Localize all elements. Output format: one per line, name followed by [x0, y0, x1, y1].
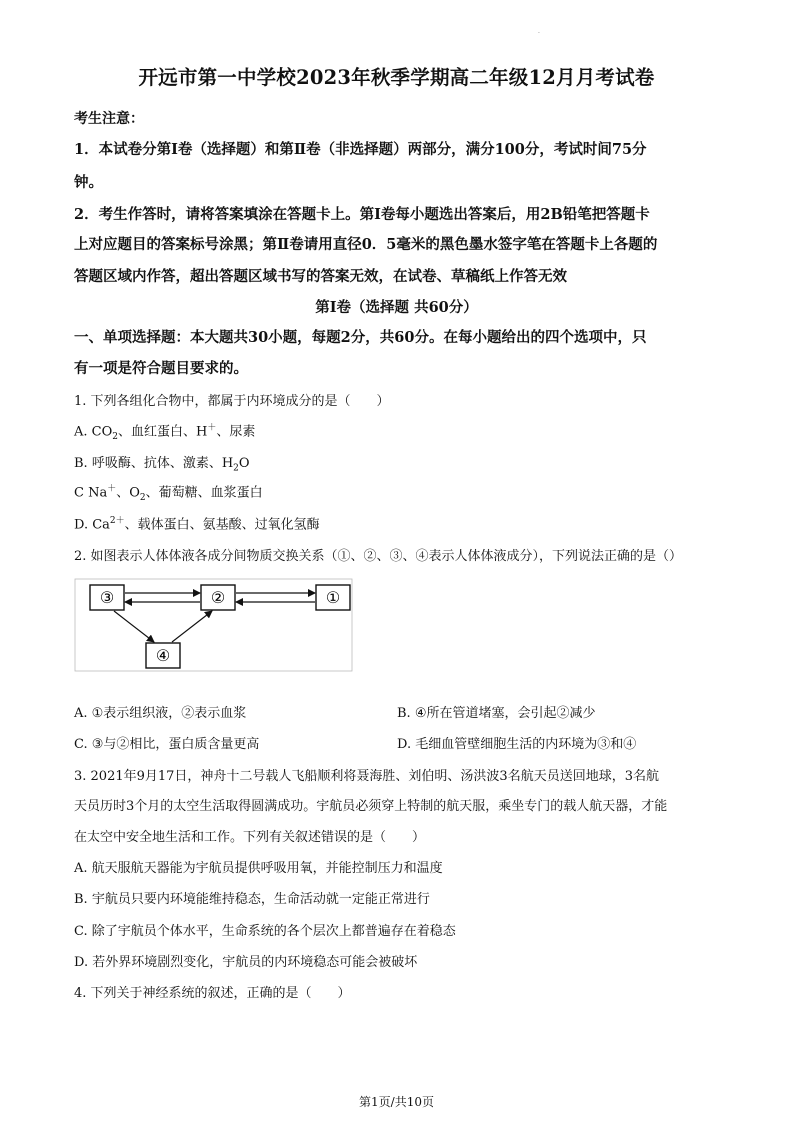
section-title: 第Ⅰ卷（选择题 共60分）: [315, 299, 478, 316]
fluid-label-1: ①: [325, 588, 341, 607]
arrow-4-to-2: [172, 611, 212, 642]
question-1-option-c: C Na＋、$O_2$、葡萄糖、血浆蛋白: [74, 484, 263, 503]
question-1-option-b: B. 呼吸酶、抗体、激素、$H_2O$: [74, 456, 250, 474]
question-3-stem-line-3: 在太空中安全地生活和工作。下列有关叙述错误的是（ ）: [74, 830, 426, 845]
question-3-option-a: A. 航天服航天器能为宇航员提供呼吸用氧，并能控制压力和温度: [74, 861, 443, 876]
body-fluid-exchange-diagram: [74, 578, 354, 673]
question-2-stem: 2. 如图表示人体体液各成分间物质交换关系（①、②、③、④表示人体体液成分），下列说法正确的是（）: [74, 549, 683, 564]
question-2-option-b: B. ④所在管道堵塞，会引起②减少: [397, 706, 596, 721]
notice-heading: 考生注意：: [74, 111, 144, 127]
fluid-label-4: ④: [155, 646, 171, 665]
question-4-stem: 4. 下列关于神经系统的叙述，正确的是（ ）: [74, 986, 351, 1001]
section-instruction-line-2: 有一项是符合题目要求的。: [74, 360, 248, 377]
question-3-stem-line-1: 3. 2021年9月17日，神舟十二号载人飞船顺利将聂海胜、刘伯明、汤洪波3名航天员送回地球，3名航: [74, 769, 659, 784]
question-3-option-c: C. 除了宇航员个体水平，生命系统的各个层次上都普遍存在着稳态: [74, 924, 456, 939]
section-instruction-line-1: 一、单项选择题：本大题共30小题，每题2分，共60分。在每小题给出的四个选项中，只: [74, 329, 647, 346]
exam-title: 开远市第一中学校2023年秋季学期高二年级12月月考试卷: [138, 66, 655, 89]
scan-dot: ·: [538, 30, 540, 37]
fluid-label-3: ③: [99, 588, 115, 607]
question-1-stem: 1. 下列各组化合物中，都属于内环境成分的是（ ）: [74, 394, 390, 409]
fluid-label-2: ②: [210, 588, 226, 607]
question-1-option-a: A. $CO_2$、血红蛋白、H＋、尿素: [74, 423, 256, 442]
question-3-stem-line-2: 天员历时3个月的太空生活取得圆满成功。宇航员必须穿上特制的航天服，乘坐专门的载人航天器，才能: [74, 799, 668, 814]
arrow-3-to-4: [114, 611, 154, 642]
question-3-option-b: B. 宇航员只要内环境能维持稳态，生命活动就一定能正常进行: [74, 892, 430, 907]
notice-item-1-line-1: 1．本试卷分第Ⅰ卷（选择题）和第Ⅱ卷（非选择题）两部分，满分100分，考试时间75分: [74, 141, 647, 158]
question-2-option-c: C. ③与②相比，蛋白质含量更高: [74, 737, 260, 752]
question-1-option-d: D. $Ca^{2+}$、载体蛋白、氨基酸、过氧化氢酶: [74, 516, 320, 533]
page-number: 第1页/共10页: [359, 1095, 434, 1109]
notice-item-2-line-1: 2．考生作答时，请将答案填涂在答题卡上。第Ⅰ卷每小题选出答案后，用2B铅笔把答题卡: [74, 206, 650, 223]
question-3-option-d: D. 若外界环境剧烈变化，宇航员的内环境稳态可能会被破坏: [74, 955, 418, 970]
notice-item-1-line-2: 钟。: [74, 174, 103, 191]
question-2-option-a: A. ①表示组织液，②表示血浆: [74, 706, 247, 721]
notice-item-2-line-2: 上对应题目的答案标号涂黑；第Ⅱ卷请用直径0．5毫米的黑色墨水签字笔在答题卡上各题的: [74, 236, 658, 253]
question-2-option-d: D. 毛细血管壁细胞生活的内环境为③和④: [397, 737, 637, 752]
notice-item-2-line-3: 答题区域内作答，超出答题区域书写的答案无效，在试卷、草稿纸上作答无效: [74, 268, 567, 285]
